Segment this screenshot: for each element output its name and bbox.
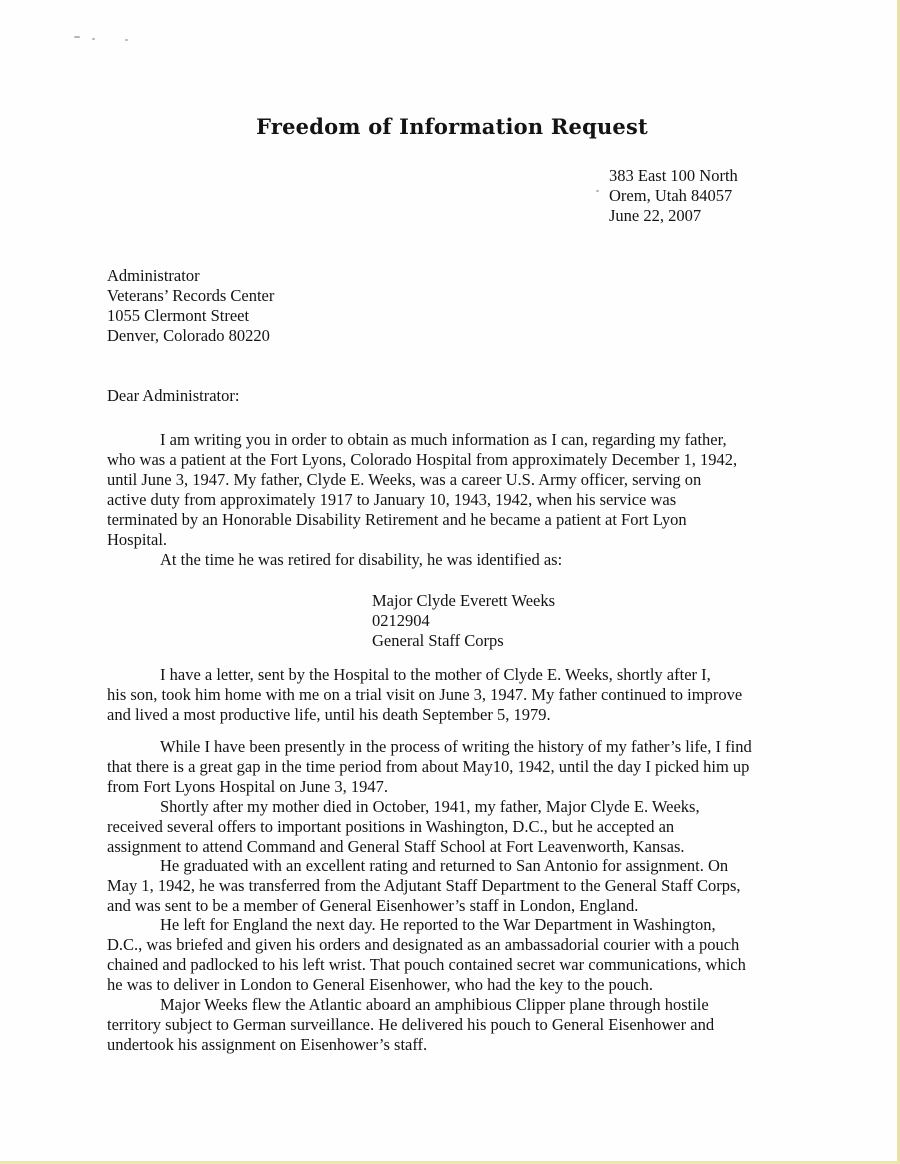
page-title: Freedom of Information Request: [256, 114, 648, 139]
paragraph-line: and was sent to be a member of General Eisenhower’s staff in London, England.: [107, 896, 639, 915]
paragraph-6: [107, 856, 741, 916]
paragraph-7: [107, 915, 746, 995]
paragraph-line: who was a patient at the Fort Lyons, Colorado Hospital from approximately December 1, 1942,: [107, 450, 738, 469]
paragraph-line: May 1, 1942, he was transferred from the Adjutant Staff Department to the General Staff Corps,: [107, 876, 741, 895]
identification-name: Major Clyde Everett Weeks: [372, 591, 556, 610]
paragraph-line: that there is a great gap in the time period from about May10, 1942, until the day I picked him up: [107, 757, 750, 776]
recipient-line: Veterans’ Records Center: [107, 286, 275, 305]
paragraph-line: until June 3, 1947. My father, Clyde E. Weeks, was a career U.S. Army officer, serving on: [107, 470, 702, 489]
paragraph-line: his son, took him home with me on a trial visit on June 3, 1947. My father continued to improve: [107, 685, 743, 704]
paragraph-line: D.C., was briefed and given his orders and designated as an ambassadorial courier with a pouch: [107, 935, 740, 954]
salutation: Dear Administrator:: [107, 386, 240, 405]
paragraph-3: [107, 665, 742, 725]
paragraph-4: [107, 737, 752, 797]
paragraph-line: chained and padlocked to his left wrist. That pouch contained secret war communications, which: [107, 955, 746, 974]
paragraph-line: Hospital.: [107, 530, 168, 549]
paragraph-line: I have a letter, sent by the Hospital to the mother of Clyde E. Weeks, shortly after I,: [160, 665, 711, 684]
paragraph-line: He left for England the next day. He reported to the War Department in Washington,: [160, 915, 716, 934]
recipient-line: Administrator: [107, 266, 200, 285]
paragraph-line: undertook his assignment on Eisenhower’s staff.: [107, 1035, 428, 1054]
paragraph-line: While I have been presently in the process of writing the history of my father’s life, I find: [160, 737, 752, 756]
identification-serial: 0212904: [372, 611, 430, 630]
identification-corps: General Staff Corps: [372, 631, 504, 650]
paragraph-5: [107, 797, 700, 857]
scan-speck: [74, 36, 80, 38]
return-address: [609, 166, 738, 226]
paragraph-line: territory subject to German surveillance. He delivered his pouch to General Eisenhower and: [107, 1015, 715, 1034]
paragraph-line: from Fort Lyons Hospital on June 3, 1947.: [107, 777, 388, 796]
letter-date: June 22, 2007: [609, 206, 702, 225]
paragraph-line: terminated by an Honorable Disability Retirement and he became a patient at Fort Lyon: [107, 510, 687, 529]
recipient-address: [107, 266, 274, 346]
paragraph-line: He graduated with an excellent rating and returned to San Antonio for assignment. On: [160, 856, 729, 875]
scan-speck: [596, 190, 599, 192]
paragraph-line: and lived a most productive life, until his death September 5, 1979.: [107, 705, 551, 724]
recipient-line: Denver, Colorado 80220: [107, 326, 270, 345]
paragraph-1: [107, 430, 737, 550]
identification-block: [372, 591, 555, 651]
scan-speck: [92, 38, 95, 40]
paragraph-line: I am writing you in order to obtain as much information as I can, regarding my father,: [160, 430, 727, 449]
paragraph-8: [107, 995, 714, 1055]
paragraph-2: At the time he was retired for disability, he was identified as:: [160, 550, 563, 569]
paragraph-line: he was to deliver in London to General Eisenhower, who had the key to the pouch.: [107, 975, 653, 994]
return-address-street: 383 East 100 North: [609, 166, 738, 185]
paragraph-line: active duty from approximately 1917 to January 10, 1943, 1942, when his service was: [107, 490, 677, 509]
paragraph-line: assignment to attend Command and General Staff School at Fort Leavenworth, Kansas.: [107, 837, 685, 856]
return-address-city: Orem, Utah 84057: [609, 186, 733, 205]
paragraph-line: received several offers to important positions in Washington, D.C., but he accepted an: [107, 817, 675, 836]
paragraph-line: Major Weeks flew the Atlantic aboard an amphibious Clipper plane through hostile: [160, 995, 709, 1014]
recipient-line: 1055 Clermont Street: [107, 306, 250, 325]
scan-speck: [125, 39, 128, 41]
paragraph-line: Shortly after my mother died in October, 1941, my father, Major Clyde E. Weeks,: [160, 797, 700, 816]
